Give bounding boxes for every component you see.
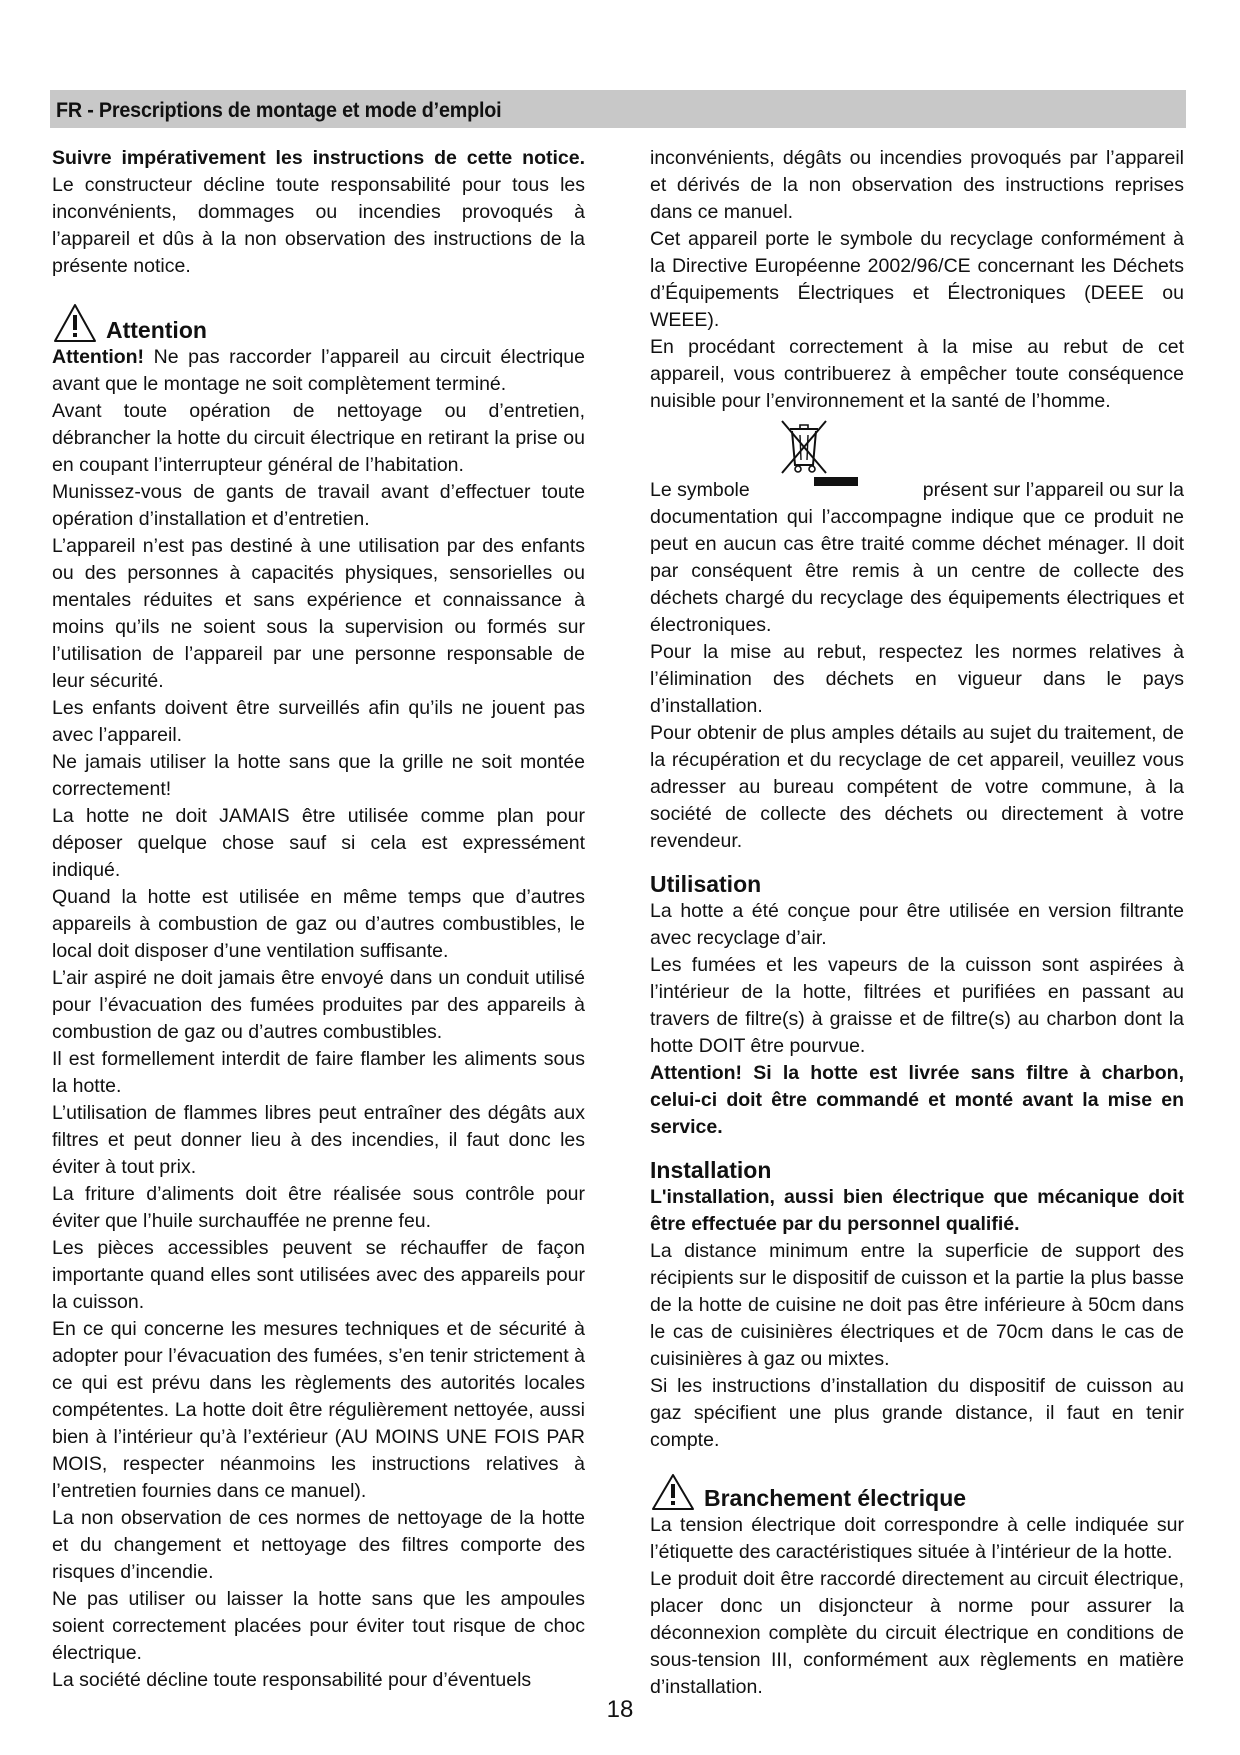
left-paragraph: En ce qui concerne les mesures techniques et de sécurité à adopter pour l’évacuation des fumées, s’en tenir strictement à ce qui est prévu dans les règlements des autorités locales compétentes. La hotte doit être régulièrement nettoyée, aussi bien à l’intérieur qu’à l’extérieur (AU MOINS UNE FOIS PAR MOIS, respecter néanmoins les instructions relatives à l’entretien fournies dans ce manuel).	[52, 1318, 585, 1502]
weee-paragraph: documentation qui l’accompagne indique que ce produit ne peut en aucun cas être traité comme déchet ménager. Il doit par conséquent être remis à un centre de collecte des déchets chargé du recyclage des équipements électriques et électroniques.	[650, 506, 1184, 636]
left-paragraph: L’utilisation de flammes libres peut entraîner des dégâts aux filtres et peut donner lieu à des incendies, il faut donc les éviter à tout prix.	[52, 1102, 585, 1178]
left-paragraph: Ne jamais utiliser la hotte sans que la grille ne soit montée correctement!	[52, 751, 585, 800]
branchement-paragraph: Le produit doit être raccordé directement au circuit électrique, placer donc un disjoncteur à norme pour assurer la déconnexion complète du circuit électrique en conditions de sous-tension III, conformément aux règlements en matière d’installation.	[650, 1568, 1184, 1698]
weee-symbol-line	[650, 477, 1184, 504]
attention-heading	[52, 290, 585, 344]
left-paragraph: La non observation de ces normes de nettoyage de la hotte et du changement et nettoyage des filtres comporte des risques d’incendie.	[52, 1507, 585, 1583]
intro-bold: Suivre impérativement les instructions de cette notice.	[52, 147, 585, 169]
left-paragraph: La société décline toute responsabilité pour d’éventuels	[52, 1669, 532, 1691]
weee-bar-icon	[814, 477, 858, 486]
installation-paragraph: La distance minimum entre la superficie de support des récipients sur le dispositif de cuisson et la partie la plus basse de la hotte de cuisine ne doit pas être inférieure à 50cm dans le cas de cuisinières électriques et de 70cm dans le cas de cuisinières à gaz ou mixtes.	[650, 1240, 1184, 1370]
left-paragraph: La hotte ne doit JAMAIS être utilisée comme plan pour déposer quelque chose sauf si cela est expressément indiqué.	[52, 805, 585, 881]
left-paragraph: Les pièces accessibles peuvent se réchauffer de façon importante quand elles sont utilisées avec des appareils pour la cuisson.	[52, 1237, 585, 1313]
attention-heading-label: Attention	[106, 317, 207, 343]
left-paragraph: Il est formellement interdit de faire flamber les aliments sous la hotte.	[52, 1048, 585, 1097]
section-header	[50, 90, 1186, 128]
installation-warning: L'installation, aussi bien électrique que mécanique doit être effectuée par du personnel qualifié.	[650, 1186, 1184, 1235]
attention-bold: Attention!	[52, 346, 145, 368]
left-paragraph: Les enfants doivent être surveillés afin qu’ils ne jouent pas avec l’appareil.	[52, 697, 585, 746]
warning-triangle-icon	[52, 302, 98, 344]
utilisation-paragraph: Les fumées et les vapeurs de la cuisson sont aspirées à l’intérieur de la hotte, filtrées et purifiées en passant au travers de filtre(s) à graisse et de filtre(s) au charbon dont la hotte DOIT être pourvue.	[650, 954, 1184, 1057]
weee-text-right: présent sur l’appareil ou sur la	[922, 479, 1184, 501]
intro-paragraph	[52, 145, 585, 280]
branchement-heading	[650, 1468, 1184, 1512]
utilisation-warning: Attention! Si la hotte est livrée sans filtre à charbon, celui-ci doit être commandé et monté avant la mise en service.	[650, 1062, 1184, 1138]
right-column	[650, 145, 1184, 1701]
left-paragraph: L’air aspiré ne doit jamais être envoyé dans un conduit utilisé pour l’évacuation des fumées produites par des appareils à combustion de gaz ou d’autres combustibles.	[52, 967, 585, 1043]
right-paragraph: Cet appareil porte le symbole du recyclage conformément à la Directive Européenne 2002/96/CE concernant les Déchets d’Équipements Électriques et Électroniques (DEEE ou WEEE).	[650, 228, 1184, 331]
crossed-bin-icon	[776, 415, 832, 477]
page-number: 18	[606, 1696, 634, 1723]
right-paragraph: Pour obtenir de plus amples détails au sujet du traitement, de la récupération et du recyclage de cet appareil, veuillez vous adresser au bureau compétent de votre commune, à la société de collecte des déchets ou directement à votre revendeur.	[650, 722, 1184, 852]
left-paragraph: Avant toute opération de nettoyage ou d’entretien, débrancher la hotte du circuit électrique en retirant la prise ou en coupant l’interrupteur général de l’habitation.	[52, 400, 585, 476]
left-paragraph: Quand la hotte est utilisée en même temps que d’autres appareils à combustion de gaz ou d’autres combustibles, le local doit disposer d’une ventilation suffisante.	[52, 886, 585, 962]
warning-triangle-icon	[650, 1472, 696, 1512]
branchement-heading-label: Branchement électrique	[704, 1485, 967, 1511]
left-paragraph: La friture d’aliments doit être réalisée sous contrôle pour éviter que l’huile surchauffée ne prenne feu.	[52, 1183, 585, 1232]
left-column	[52, 145, 585, 1694]
intro-text: Le constructeur décline toute responsabilité pour tous les inconvénients, dommages ou incendies provoqués à l’appareil et dûs à la non observation des instructions de la présente notice.	[52, 174, 585, 277]
left-paragraph: Ne pas utiliser ou laisser la hotte sans que les ampoules soient correctement placées pour éviter tout risque de choc électrique.	[52, 1588, 585, 1664]
right-paragraph: inconvénients, dégâts ou incendies provoqués par l’appareil et dérivés de la non observation des instructions reprises dans ce manuel.	[650, 147, 1184, 223]
right-paragraph: Pour la mise au rebut, respectez les normes relatives à l’élimination des déchets en vigueur dans le pays d’installation.	[650, 641, 1184, 717]
installation-heading: Installation	[650, 1157, 772, 1183]
attention-text: Ne pas raccorder l’appareil au circuit électrique avant que le montage ne soit complètement terminé.	[52, 346, 585, 395]
installation-paragraph: Si les instructions d’installation du dispositif de cuisson au gaz spécifient une plus grande distance, il faut en tenir compte.	[650, 1375, 1184, 1451]
branchement-paragraph: La tension électrique doit correspondre à celle indiquée sur l’étiquette des caractéristiques située à l’intérieur de la hotte.	[650, 1514, 1184, 1563]
left-paragraph: L’appareil n’est pas destiné à une utilisation par des enfants ou des personnes à capacités physiques, sensorielles ou mentales réduites et sans expérience et connaissance à moins qu’ils ne soient sous la supervision ou formés sur l’utilisation de l’appareil par une personne responsable de leur sécurité.	[52, 535, 585, 692]
utilisation-heading: Utilisation	[650, 871, 762, 897]
attention-paragraph	[52, 344, 585, 398]
weee-symbol-row	[650, 415, 1184, 477]
weee-text-left: Le symbole	[650, 479, 750, 501]
right-paragraph: En procédant correctement à la mise au rebut de cet appareil, vous contribuerez à empêcher toute conséquence nuisible pour l’environnement et la santé de l’homme.	[650, 336, 1184, 412]
left-paragraph: Munissez-vous de gants de travail avant d’effectuer toute opération d’installation et d’entretien.	[52, 481, 585, 530]
utilisation-paragraph: La hotte a été conçue pour être utilisée en version filtrante avec recyclage d’air.	[650, 900, 1184, 949]
section-title: FR - Prescriptions de montage et mode d’emploi	[56, 99, 502, 122]
